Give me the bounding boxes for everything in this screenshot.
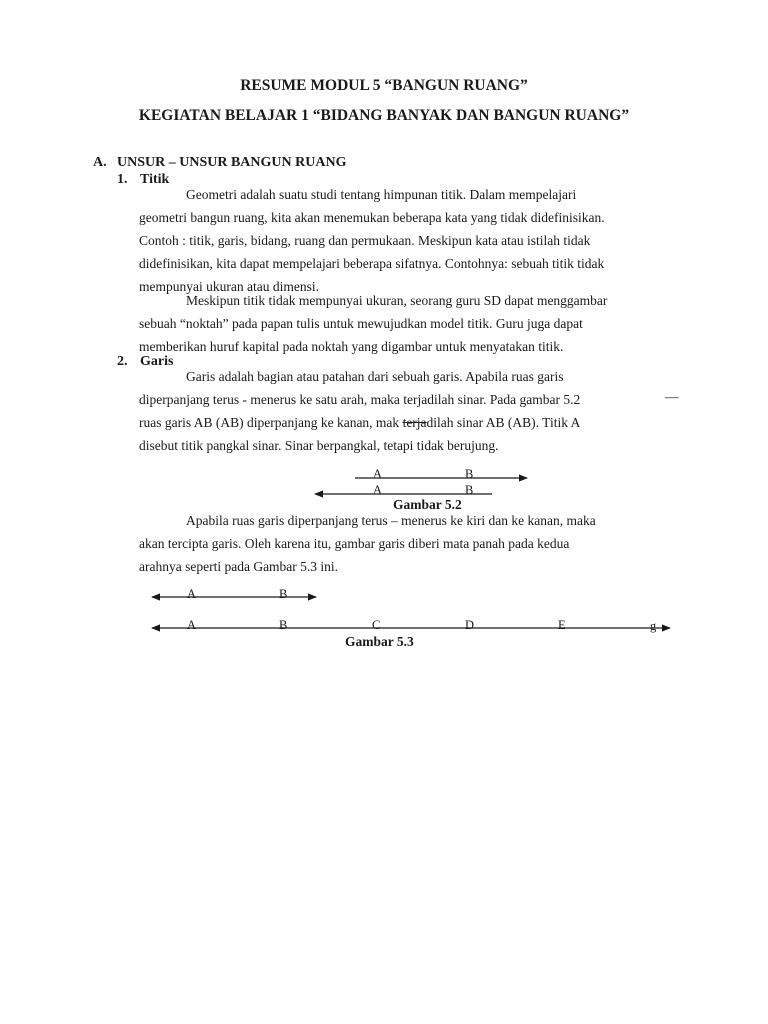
point-label-b: B bbox=[279, 587, 288, 601]
paragraph-line: akan tercipta garis. Oleh karena itu, gambar garis diberi mata panah pada kedua bbox=[139, 536, 570, 551]
paragraph-line: Meskipun titik tidak mempunyai ukuran, seorang guru SD dapat menggambar bbox=[186, 293, 608, 308]
paragraph-line: didefinisikan, kita dapat mempelajari beberapa sifatnya. Contohnya: sebuah titik tidak bbox=[139, 256, 605, 271]
figure-5-3-caption: Gambar 5.3 bbox=[345, 634, 414, 649]
point-label-a: A bbox=[187, 587, 197, 601]
figure-5-2-caption: Gambar 5.2 bbox=[393, 497, 462, 512]
paragraph-line: diperpanjang terus - menerus ke satu arah, maka terjadilah sinar. Pada gambar 5.2 bbox=[139, 392, 581, 407]
section-a-marker: A. bbox=[93, 155, 107, 170]
paragraph-line: Contoh : titik, garis, bidang, ruang dan permukaan. Meskipun kata atau istilah tidak bbox=[139, 233, 591, 248]
point-label-a: A bbox=[187, 618, 197, 632]
point-label-c: C bbox=[372, 618, 381, 632]
point-label-a: A bbox=[373, 483, 383, 497]
line-text-rest: dilah sinar AB (AB). Titik A bbox=[426, 415, 581, 430]
paragraph-line: sebuah “noktah” pada papan tulis untuk mewujudkan model titik. Guru juga dapat bbox=[139, 316, 583, 331]
paragraph-line: Garis adalah bagian atau patahan dari sebuah garis. Apabila ruas garis bbox=[186, 369, 564, 384]
line-label-g: g bbox=[650, 619, 657, 633]
point-label-b: B bbox=[465, 483, 474, 497]
paragraph-line: arahnya seperti pada Gambar 5.3 ini. bbox=[139, 559, 339, 574]
paragraph-line: geometri bangun ruang, kita akan menemukan beberapa kata yang tidak didefinisikan. bbox=[139, 210, 605, 225]
paragraph-line: Geometri adalah suatu studi tentang himpunan titik. Dalam mempelajari bbox=[186, 187, 577, 202]
item-2-heading: Garis bbox=[140, 354, 174, 369]
paragraph-line: mempunyai ukuran atau dimensi. bbox=[139, 279, 319, 294]
paragraph-line: Apabila ruas garis diperpanjang terus – menerus ke kiri dan ke kanan, maka bbox=[186, 513, 596, 528]
struck-text: terja bbox=[402, 415, 427, 430]
item-2-marker: 2. bbox=[117, 354, 128, 369]
stray-dash-mark: — bbox=[665, 389, 679, 404]
section-a-heading: UNSUR – UNSUR BANGUN RUANG bbox=[117, 155, 347, 170]
paragraph-line: memberikan huruf kapital pada noktah yang digambar untuk menyatakan titik. bbox=[139, 339, 564, 354]
document-title: RESUME MODUL 5 “BANGUN RUANG” bbox=[240, 77, 528, 94]
point-label-a: A bbox=[373, 467, 383, 481]
paragraph-line: disebut titik pangkal sinar. Sinar berpangkal, tetapi tidak berujung. bbox=[139, 438, 499, 453]
point-label-b: B bbox=[279, 618, 288, 632]
document-subtitle: KEGIATAN BELAJAR 1 “BIDANG BANYAK DAN BANGUN RUANG” bbox=[138, 107, 630, 124]
item-1-heading: Titik bbox=[140, 172, 170, 187]
item-1-marker: 1. bbox=[117, 172, 128, 187]
line-text: ruas garis AB (AB) diperpanjang ke kanan, mak bbox=[139, 415, 403, 430]
point-label-d: D bbox=[465, 618, 475, 632]
point-label-b: B bbox=[465, 467, 474, 481]
point-label-e: E bbox=[558, 618, 566, 632]
